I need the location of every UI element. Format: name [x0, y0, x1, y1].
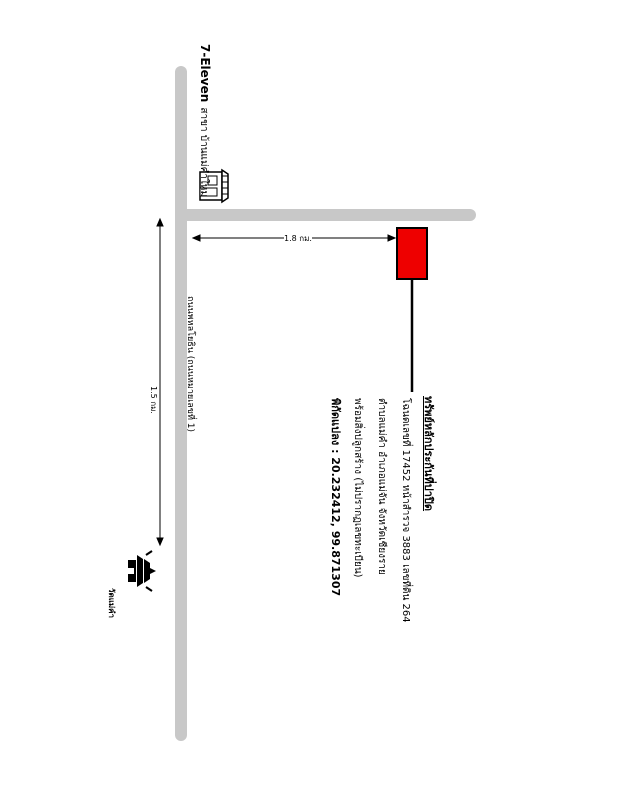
- distance-label-property: [284, 232, 312, 245]
- store-label: [196, 44, 216, 197]
- distance-label-temple: [147, 384, 166, 416]
- temple-label: [105, 588, 124, 618]
- deed-text: โฉนดเลขที่ 17452 หน้าสำรวจ 3883 เลขที่ดิน 264: [400, 398, 411, 623]
- temple-icon: [128, 551, 156, 591]
- property-info-building: [350, 398, 370, 578]
- property-info-location: [374, 398, 394, 575]
- distance-value-temple: 1.5 กม.: [149, 386, 158, 414]
- building-text: พร้อมสิ่งปลูกสร้าง (ไม่ปรากฏเลขทะเบียน): [352, 398, 363, 578]
- property-info-deed: [398, 398, 418, 623]
- store-brand: 7-Eleven: [198, 44, 212, 103]
- property-info-coords: [327, 398, 347, 596]
- coordinates-text: พิกัดแปลง : 20.232412, 99.871307: [329, 398, 342, 597]
- road-label: [184, 296, 203, 432]
- location-text: ตำบลแม่คำ อำเภอแม่จัน จังหวัดเชียงราย: [376, 398, 387, 575]
- distance-value-property: 1.8 กม.: [284, 234, 312, 243]
- road-name: ถนนพหลโยธิน (ถนนหมายเลขที่ 1): [185, 296, 195, 432]
- distance-arrow-temple: [157, 219, 163, 545]
- temple-name: วัดแม่คำ: [107, 588, 116, 618]
- property-title: ทรัพย์หลักประกันที่ปาปิด: [422, 396, 435, 512]
- property-marker[interactable]: [397, 228, 427, 279]
- store-branch: สาขา บ้านแม่คำใหม่: [198, 107, 209, 197]
- property-info-title: [420, 396, 440, 511]
